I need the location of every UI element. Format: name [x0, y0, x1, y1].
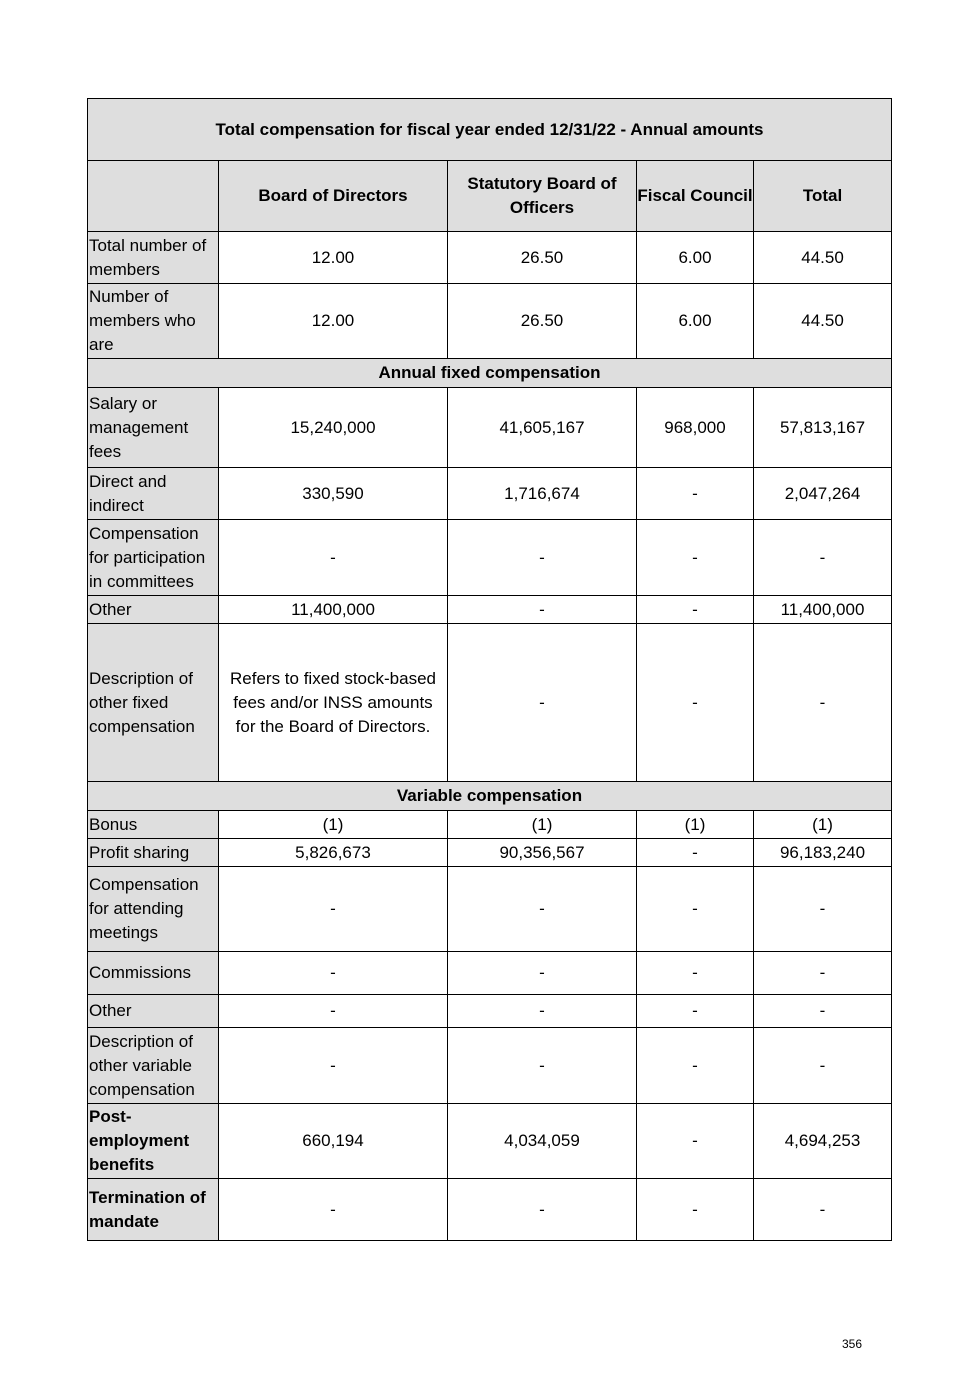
cell-value: - — [219, 520, 448, 596]
row-label-commissions: Commissions — [88, 952, 219, 995]
table-title: Total compensation for fiscal year ended 12/31/22 - Annual amounts — [88, 99, 892, 161]
row-label-bonus: Bonus — [88, 811, 219, 839]
cell-value: (1) — [219, 811, 448, 839]
row-label-other-variable: Other — [88, 995, 219, 1028]
table-row — [88, 468, 892, 520]
cell-value: - — [637, 1104, 754, 1179]
cell-value: - — [637, 520, 754, 596]
cell-value: 57,813,167 — [754, 388, 892, 468]
table-row — [88, 520, 892, 596]
column-header-total: Total — [754, 161, 892, 232]
row-label-members-who-are: Number of members who are — [88, 284, 219, 359]
cell-value: (1) — [448, 811, 637, 839]
table-row — [88, 232, 892, 284]
cell-value: - — [448, 952, 637, 995]
cell-value-description: Refers to fixed stock-based fees and/or INSS amounts for the Board of Directors. — [219, 624, 448, 782]
cell-value: 4,694,253 — [754, 1104, 892, 1179]
row-label-attending-meetings: Compensation for attending meetings — [88, 867, 219, 952]
cell-value: - — [448, 520, 637, 596]
cell-value: - — [754, 624, 892, 782]
cell-value: - — [754, 520, 892, 596]
cell-value: 26.50 — [448, 284, 637, 359]
cell-value: 1,716,674 — [448, 468, 637, 520]
cell-value: - — [754, 995, 892, 1028]
cell-value: - — [754, 867, 892, 952]
cell-value: - — [448, 867, 637, 952]
cell-value: 12.00 — [219, 232, 448, 284]
column-header-statutory-board: Statutory Board of Officers — [448, 161, 637, 232]
section-row-variable — [88, 782, 892, 811]
cell-value: 6.00 — [637, 284, 754, 359]
cell-value: 6.00 — [637, 232, 754, 284]
row-label-post-employment: Post-employment benefits — [88, 1104, 219, 1179]
row-label-direct-indirect: Direct and indirect — [88, 468, 219, 520]
page-number: 356 — [842, 1337, 863, 1351]
cell-value: - — [448, 995, 637, 1028]
cell-value: 41,605,167 — [448, 388, 637, 468]
cell-value: - — [219, 952, 448, 995]
cell-value: (1) — [754, 811, 892, 839]
cell-value: - — [448, 1179, 637, 1241]
cell-value: 5,826,673 — [219, 839, 448, 867]
table-row — [88, 596, 892, 624]
cell-value: (1) — [637, 811, 754, 839]
cell-value: 96,183,240 — [754, 839, 892, 867]
cell-value: - — [637, 952, 754, 995]
section-heading-fixed: Annual fixed compensation — [88, 359, 892, 388]
compensation-table — [87, 98, 892, 1241]
cell-value: - — [637, 624, 754, 782]
table-row — [88, 624, 892, 782]
table-row — [88, 952, 892, 995]
table-row — [88, 867, 892, 952]
table-row — [88, 284, 892, 359]
cell-value: 2,047,264 — [754, 468, 892, 520]
table-row — [88, 839, 892, 867]
cell-value: 12.00 — [219, 284, 448, 359]
cell-value: - — [448, 624, 637, 782]
cell-value: 26.50 — [448, 232, 637, 284]
cell-value: 11,400,000 — [219, 596, 448, 624]
cell-value: - — [448, 596, 637, 624]
table-row — [88, 1028, 892, 1104]
cell-value: 330,590 — [219, 468, 448, 520]
section-heading-variable: Variable compensation — [88, 782, 892, 811]
cell-value: - — [637, 995, 754, 1028]
cell-value: - — [754, 1028, 892, 1104]
table-row — [88, 995, 892, 1028]
column-header-empty — [88, 161, 219, 232]
row-label-description-variable: Description of other variable compensation — [88, 1028, 219, 1104]
cell-value: 44.50 — [754, 232, 892, 284]
cell-value: - — [448, 1028, 637, 1104]
row-label-other-fixed: Other — [88, 596, 219, 624]
cell-value: - — [637, 1028, 754, 1104]
cell-value: 15,240,000 — [219, 388, 448, 468]
table-row — [88, 1104, 892, 1179]
section-row-fixed — [88, 359, 892, 388]
table-row — [88, 811, 892, 839]
table-row — [88, 388, 892, 468]
table-row — [88, 1179, 892, 1241]
column-header-fiscal-council: Fiscal Council — [637, 161, 754, 232]
cell-value: 90,356,567 — [448, 839, 637, 867]
cell-value: - — [637, 468, 754, 520]
cell-value: - — [637, 1179, 754, 1241]
table-title-row — [88, 99, 892, 161]
row-label-description-fixed: Description of other fixed compensation — [88, 624, 219, 782]
row-label-total-members: Total number of members — [88, 232, 219, 284]
cell-value: 4,034,059 — [448, 1104, 637, 1179]
cell-value: - — [637, 867, 754, 952]
cell-value: - — [637, 596, 754, 624]
cell-value: - — [637, 839, 754, 867]
cell-value: 660,194 — [219, 1104, 448, 1179]
cell-value: - — [754, 1179, 892, 1241]
cell-value: - — [219, 1179, 448, 1241]
row-label-termination: Termination of mandate — [88, 1179, 219, 1241]
row-label-committees: Compensation for participation in committees — [88, 520, 219, 596]
cell-value: - — [219, 995, 448, 1028]
cell-value: - — [754, 952, 892, 995]
column-header-row — [88, 161, 892, 232]
row-label-profit-sharing: Profit sharing — [88, 839, 219, 867]
cell-value: - — [219, 867, 448, 952]
column-header-board-of-directors: Board of Directors — [219, 161, 448, 232]
cell-value: 44.50 — [754, 284, 892, 359]
cell-value: 968,000 — [637, 388, 754, 468]
row-label-salary: Salary or management fees — [88, 388, 219, 468]
cell-value: - — [219, 1028, 448, 1104]
cell-value: 11,400,000 — [754, 596, 892, 624]
